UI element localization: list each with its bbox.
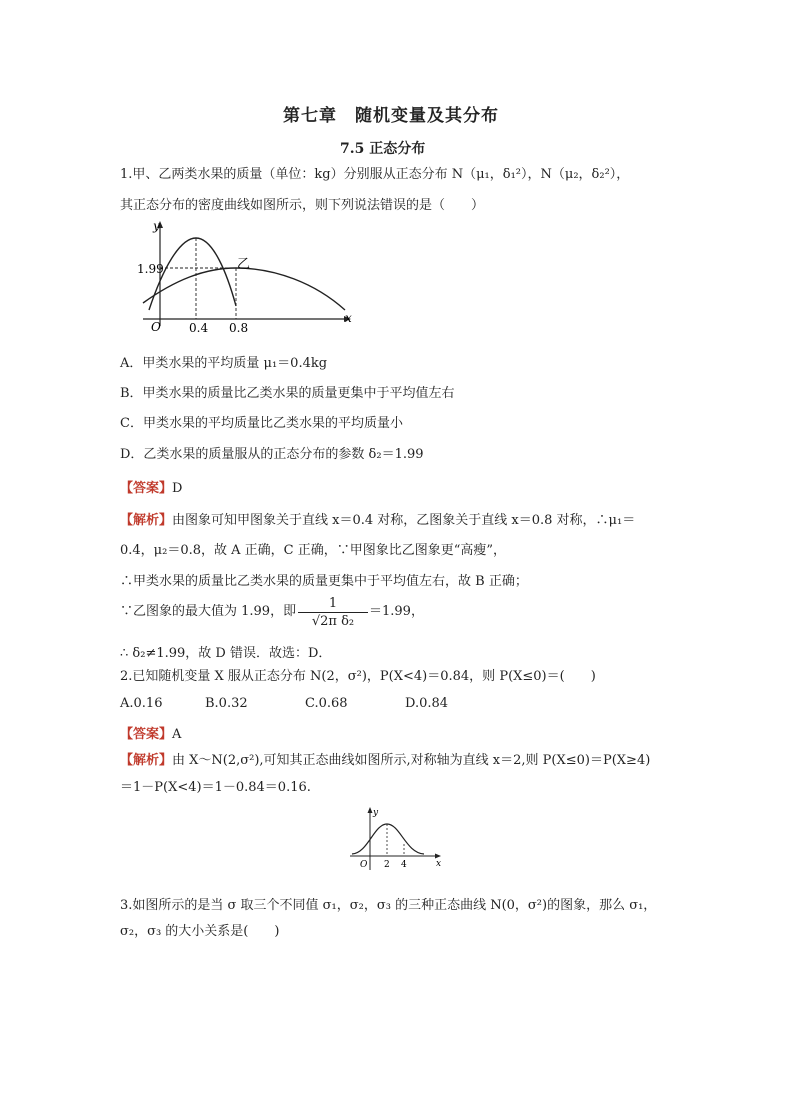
q1-analysis-line5: ∴ δ₂≠1.99，故 D 错误．故选：D． (120, 646, 332, 661)
q2-stem: 2.已知随机变量 X 服从正态分布 N(2，σ²)，P(X<4)＝0.84，则 P(X≤0)＝( ) (120, 669, 596, 684)
q1-fraction (298, 596, 368, 629)
q3-stem-line2: σ₂，σ₃ 的大小关系是( ) (120, 924, 280, 939)
q3-stem-line1: 3.如图所示的是当 σ 取三个不同值 σ₁，σ₂，σ₃ 的三种正态曲线 N(0，σ²)的图象，那么 σ₁， (120, 898, 657, 913)
q2-analysis-text1: 由 X～N(2,σ²),可知其正态曲线如图所示,对称轴为直线 x＝2,则 P(X≤0)＝P(X≥4) (172, 753, 651, 768)
q1-fraction-numerator: 1 (328, 596, 338, 611)
section-title: 7.5 正态分布 (340, 141, 426, 157)
q2-option-d: D.0.84 (405, 696, 449, 711)
q2-y-arrow (368, 807, 373, 813)
q1-y-tick-199: 1.99 (137, 262, 164, 276)
q2-origin-label: O (360, 860, 368, 870)
q2-y-label: y (373, 808, 379, 818)
q1-analysis-line4-pre: ∵乙图象的最大值为 1.99，即 (120, 604, 297, 619)
q1-x-tick-08: 0.8 (229, 321, 249, 335)
q2-analysis-line1 (120, 753, 650, 769)
q2-answer-value: A (172, 727, 182, 742)
q2-analysis-line2: ＝1－P(X<4)＝1－0.84＝0.16. (120, 780, 311, 795)
chapter-title: 第七章 随机变量及其分布 (283, 106, 499, 126)
q1-analysis-label: 【解析】 (120, 513, 173, 528)
q2-analysis-label: 【解析】 (120, 753, 173, 768)
q1-analysis-line4-post: ＝1.99， (369, 604, 424, 619)
q2-x-label: x (436, 859, 442, 869)
q1-density-figure (135, 218, 370, 338)
q1-y-label: y (153, 219, 160, 233)
q1-fraction-bar (298, 612, 368, 613)
q1-stem-line2: 其正态分布的密度曲线如图所示，则下列说法错误的是（ ） (120, 198, 485, 213)
q2-normal-figure (346, 806, 446, 874)
q2-option-c: C.0.68 (305, 696, 348, 711)
q1-answer-label: 【答案】 (120, 481, 173, 496)
q1-analysis-line1 (120, 513, 635, 529)
q1-origin-label: O (151, 320, 161, 334)
q2-x-arrow (435, 854, 441, 859)
q1-x-label: x (345, 311, 352, 325)
q2-tick-4: 4 (401, 860, 407, 870)
q2-answer (120, 727, 181, 743)
q1-answer-value: D (172, 481, 183, 496)
q2-answer-label: 【答案】 (120, 727, 173, 742)
q2-normal-curve (352, 824, 424, 854)
q1-curve-yi (143, 268, 345, 310)
q1-x-tick-04: 0.4 (189, 321, 209, 335)
q2-tick-2: 2 (384, 860, 390, 870)
q1-option-d: D．乙类水果的质量服从的正态分布的参数 δ₂＝1.99 (120, 447, 424, 462)
q1-analysis-text1: 由图象可知甲图象关于直线 x＝0.4 对称，乙图象关于直线 x＝0.8 对称，∴μ₁＝ (172, 513, 636, 528)
q1-fraction-denominator: √2π δ₂ (311, 614, 355, 629)
q1-curve-label-yi: 乙 (237, 257, 251, 272)
q2-option-a: A.0.16 (120, 696, 163, 711)
q1-stem-line1: 1.甲、乙两类水果的质量（单位：kg）分别服从正态分布 N（μ₁，δ₁²），N（μ₂，δ₂²）， (120, 167, 630, 182)
q1-analysis-line3: ∴甲类水果的质量比乙类水果的质量更集中于平均值左右，故 B 正确； (120, 574, 528, 589)
q1-answer (120, 481, 182, 497)
q1-option-b: B．甲类水果的质量比乙类水果的质量更集中于平均值左右 (120, 386, 455, 401)
q1-option-a: A．甲类水果的平均质量 μ₁＝0.4kg (120, 356, 328, 371)
q2-option-b: B.0.32 (205, 696, 248, 711)
q1-option-c: C．甲类水果的平均质量比乙类水果的平均质量小 (120, 416, 403, 431)
q1-analysis-line2: 0.4，μ₂＝0.8，故 A 正确，C 正确，∵甲图象比乙图象更“高瘦”， (120, 543, 507, 558)
